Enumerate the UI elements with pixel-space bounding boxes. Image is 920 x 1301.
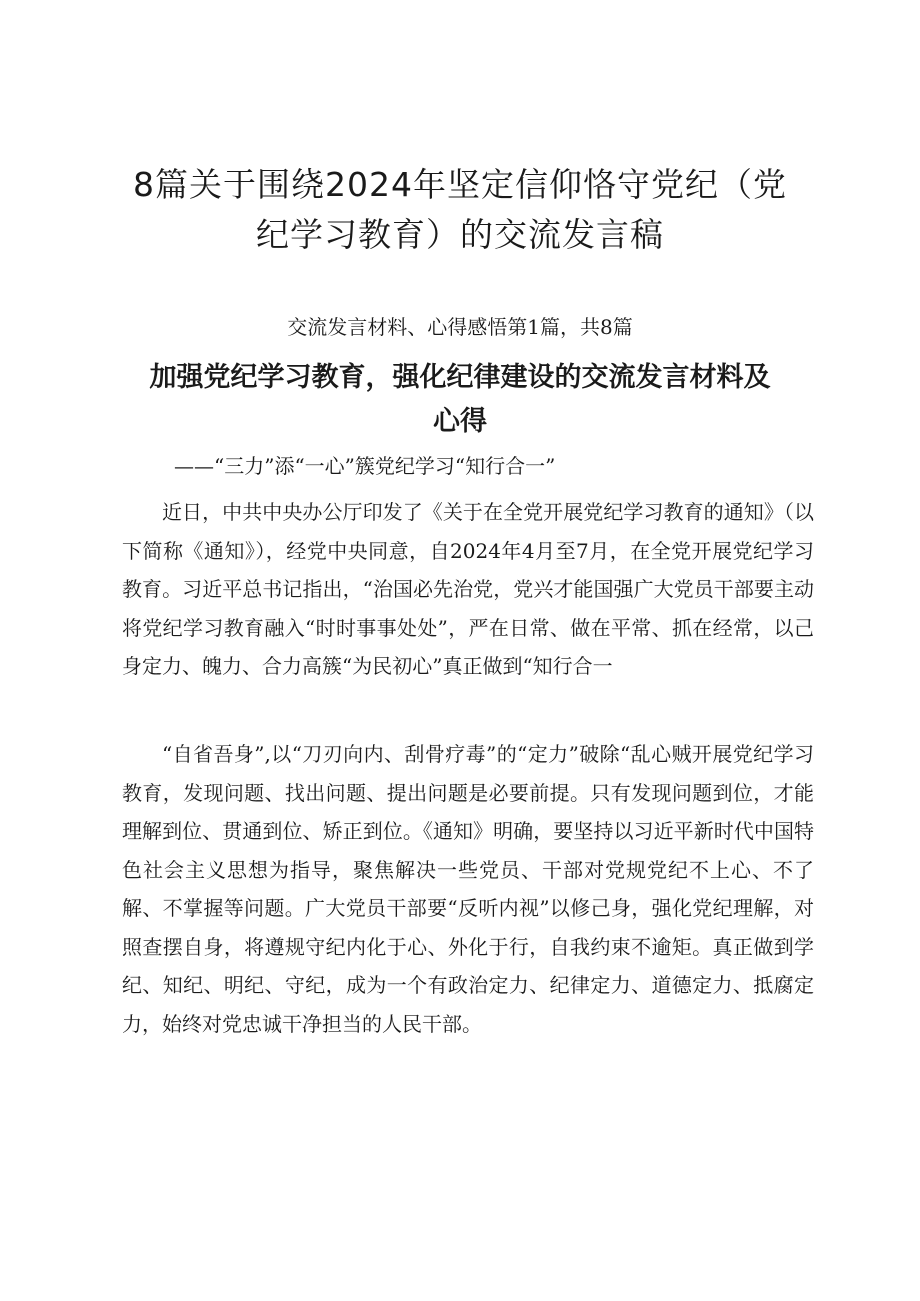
series-indicator: 交流发言材料、心得感悟第1篇，共8篇 [287,315,633,339]
body-paragraph-2: “自省吾身”,以“刀刃向内、刮骨疗毒”的“定力”破除“乱心贼开展党纪学习教育，发现问题、找出问题、提出问题是必要前提。只有发现问题到位，才能理解到位、贯通到位、矫正到位。《通知》明确，要坚持以习近平新时代中国特色社会主义思想为指导，聚焦解决一些党员、干部对党规党纪不上心、不了解、不掌握等问题。广大党员干部要“反听内视”以修己身，强化党纪理解，对照查摆自身，将遵规守纪内化于心、外化于行，自我约束不逾矩。真正做到学纪、知纪、明纪、守纪，成为一个有政治定力、纪律定力、道德定力、抵腐定力，始终对党忠诚干净担当的人民干部。 [122,742,814,1036]
article-subtitle: ——“三力”添“一心”簇党纪学习“知行合一” [174,454,556,478]
body-paragraph-1: 近日，中共中央办公厅印发了《关于在全党开展党纪学习教育的通知》（以下简称《通知》），经党中央同意，自2024年4月至7月，在全党开展党纪学习教育。习近平总书记指出，“治国必先治党，党兴才能国强广大党员干部要主动将党纪学习教育融入“时时事事处处”，严在日常、做在平常、抓在经常，以己身定力、魄力、合力高簇“为民初心”真正做到“知行合一 [122,500,814,678]
document-title: 8篇关于围绕2024年坚定信仰恪守党纪（党纪学习教育）的交流发言稿 [133,165,787,254]
article-title: 加强党纪学习教育，强化纪律建设的交流发言材料及心得 [149,362,771,437]
